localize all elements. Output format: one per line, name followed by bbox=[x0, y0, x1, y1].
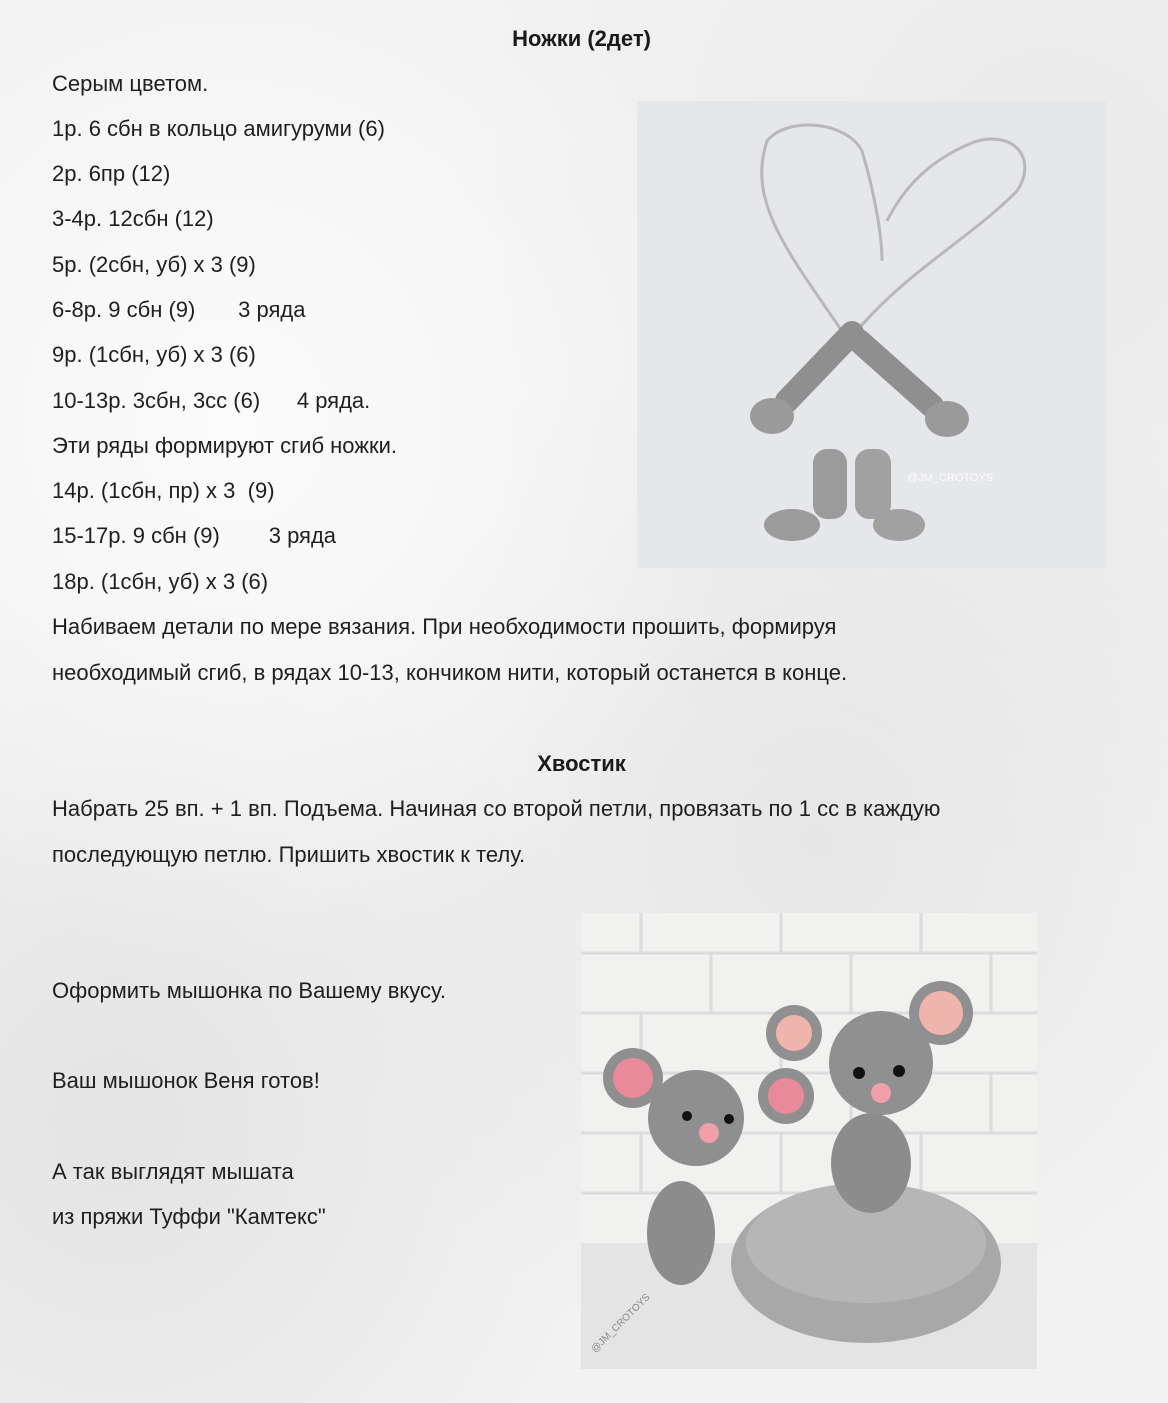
legs-photo-watermark: @JM_CROTOYS bbox=[907, 472, 994, 484]
legs-line-3: 2р. 6пр (12) bbox=[52, 161, 171, 186]
legs-line-8: 10-13р. 3сбн, 3сс (6) 4 ряда. bbox=[52, 388, 371, 413]
legs-line-2: 1р. 6 сбн в кольцо амигуруми (6) bbox=[52, 116, 385, 141]
legs-line-14: необходимый сгиб, в рядах 10-13, кончиком нити, который останется в конце. bbox=[52, 660, 848, 685]
finish-line-3: А так выглядят мышата bbox=[52, 1159, 294, 1184]
finish-line-1: Оформить мышонка по Вашему вкусу. bbox=[52, 978, 446, 1003]
tail-line-1: Набрать 25 вп. + 1 вп. Подъема. Начиная со второй петли, провязать по 1 сс в каждую bbox=[52, 796, 941, 821]
legs-line-9: Эти ряды формируют сгиб ножки. bbox=[52, 433, 398, 458]
finish-line-2: Ваш мышонок Веня готов! bbox=[52, 1068, 320, 1093]
legs-line-10: 14р. (1сбн, пр) х 3 (9) bbox=[52, 478, 275, 503]
mice-photo bbox=[581, 913, 1037, 1369]
tail-line-2: последующую петлю. Пришить хвостик к телу. bbox=[52, 842, 526, 867]
mice-photo-watermark: @JM_CROTOYS bbox=[589, 1291, 653, 1356]
tail-heading: Хвостик bbox=[537, 751, 626, 776]
legs-line-1: Серым цветом. bbox=[52, 71, 209, 96]
legs-heading: Ножки (2дет) bbox=[512, 26, 651, 51]
legs-line-7: 9р. (1сбн, уб) х 3 (6) bbox=[52, 342, 256, 367]
legs-photo bbox=[637, 101, 1106, 568]
legs-line-13: Набиваем детали по мере вязания. При необходимости прошить, формируя bbox=[52, 614, 837, 639]
legs-line-6: 6-8р. 9 сбн (9) 3 ряда bbox=[52, 297, 306, 322]
legs-line-11: 15-17р. 9 сбн (9) 3 ряда bbox=[52, 523, 337, 548]
legs-line-12: 18р. (1сбн, уб) х 3 (6) bbox=[52, 569, 269, 594]
finish-line-4: из пряжи Туффи "Камтекс" bbox=[52, 1204, 326, 1229]
legs-line-4: 3-4р. 12сбн (12) bbox=[52, 206, 214, 231]
legs-line-5: 5р. (2сбн, уб) х 3 (9) bbox=[52, 252, 256, 277]
